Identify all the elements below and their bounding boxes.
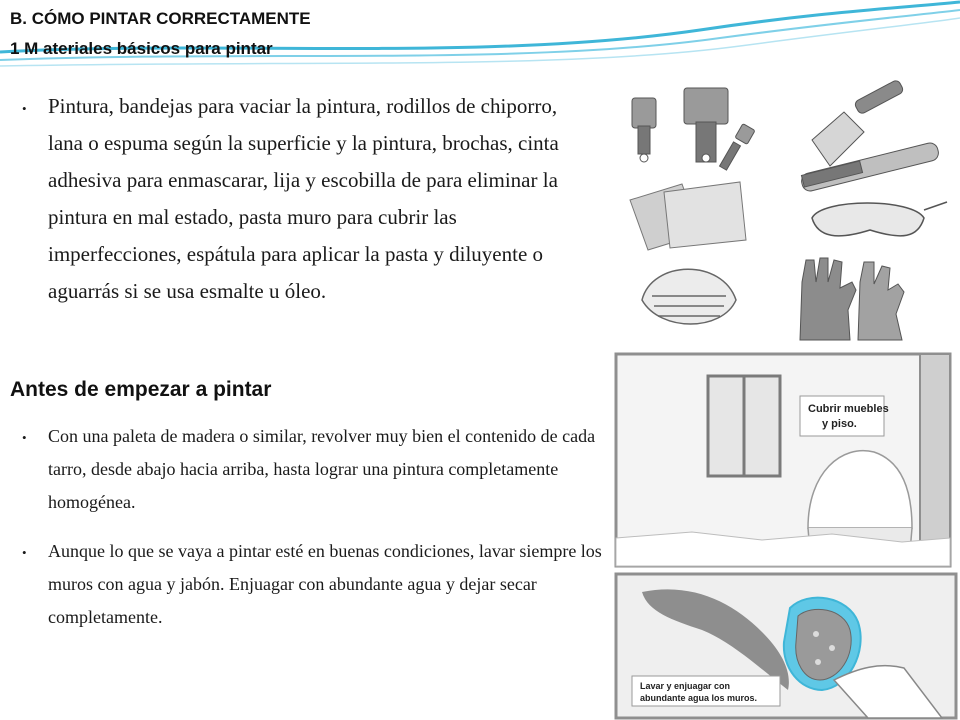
step-wash-walls: • Aunque lo que se vaya a pintar esté en buenas condiciones, lavar siempre los muros con agua y jabón. Enjuagar con abundante agua y dejar secar completamente. — [10, 535, 610, 634]
window-icon — [708, 376, 780, 476]
painting-tools-illustration — [612, 70, 957, 345]
wash-caption-line2: abundante agua los muros. — [640, 693, 758, 703]
room-caption-line1: Cubrir muebles — [808, 403, 889, 415]
before-painting-list — [10, 420, 600, 519]
before-painting-heading: Antes de empezar a pintar — [10, 378, 272, 401]
room-caption-line2: y piso. — [822, 418, 857, 430]
materials-item: • Pintura, bandejas para vaciar la pintura, rodillos de chiporro, lana o espuma según la superficie y la pintura, brochas, cinta adhesiva para enmascarar, lija y escobilla de para eliminar la pintura en mal estado, pasta muro para cubrir las imperfecciones, espátula para aplicar la pasta y diluyente o aguarrás si se usa esmalte u óleo. — [10, 88, 590, 310]
step-stir-paint: • Con una paleta de madera o similar, revolver muy bien el contenido de cada tarro, desde abajo hacia arriba, hasta lograr una pintura completamente homogénea. — [10, 420, 600, 519]
before-painting-list-2 — [10, 535, 610, 634]
section-subtitle: 1 M ateriales básicos para pintar — [10, 39, 273, 58]
materials-list — [10, 88, 590, 310]
wash-caption-line1: Lavar y enjuagar con — [640, 681, 731, 691]
wash-walls-illustration — [612, 572, 960, 720]
room-covered-furniture-illustration — [612, 352, 960, 570]
section-title: B. CÓMO PINTAR CORRECTAMENTE — [10, 9, 311, 28]
